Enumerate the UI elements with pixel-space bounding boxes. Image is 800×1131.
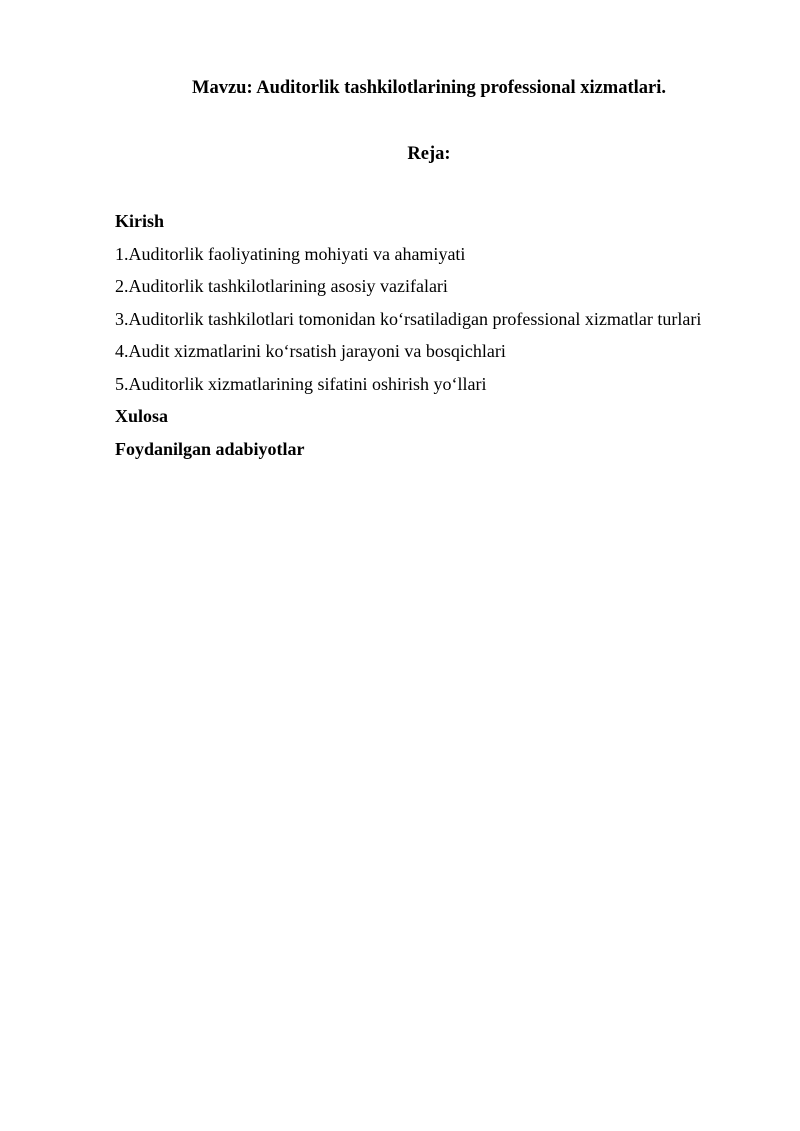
toc-item-4: 4.Audit xizmatlarini ko‘rsatish jarayoni va bosqichlari	[115, 341, 506, 361]
toc-item-3: 3.Auditorlik tashkilotlari tomonidan ko‘rsatiladigan professional xizmatlar turlari	[115, 308, 702, 329]
toc-introduction: Kirish	[115, 211, 165, 231]
toc-references: Foydanilgan adabiyotlar	[115, 438, 305, 459]
plan-heading: Reja:	[407, 144, 451, 164]
table-of-contents	[115, 205, 775, 465]
toc-conclusion: Xulosa	[115, 406, 169, 426]
toc-item-5: 5.Auditorlik xizmatlarining sifatini oshirish yo‘llari	[115, 373, 487, 394]
document-title: Mavzu: Auditorlik tashkilotlarining professional xizmatlari.	[192, 78, 666, 98]
toc-item-2: 2.Auditorlik tashkilotlarining asosiy vazifalari	[115, 276, 448, 296]
toc-item-1: 1.Auditorlik faoliyatining mohiyati va ahamiyati	[115, 243, 466, 264]
